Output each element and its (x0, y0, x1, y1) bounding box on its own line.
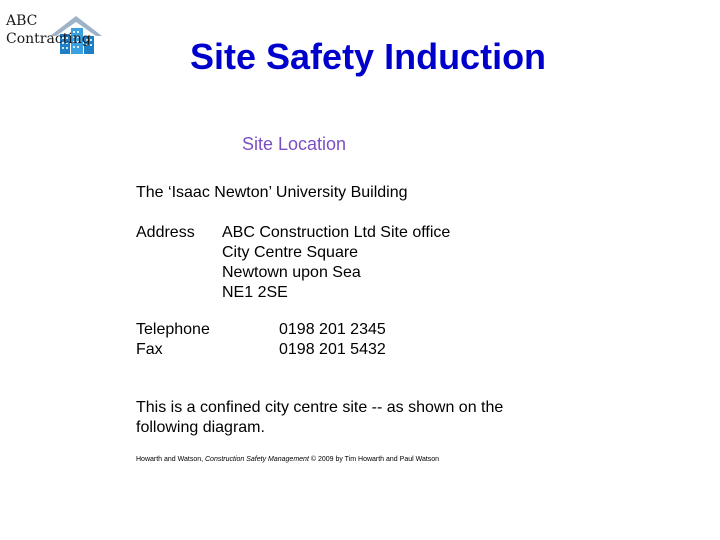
credit-prefix: Howarth and Watson, (136, 456, 205, 463)
address-line: City Centre Square (222, 244, 359, 261)
logo-line-1: ABC (6, 13, 38, 29)
address-line: NE1 2SE (222, 284, 288, 301)
logo-line-2: Contracting (6, 31, 91, 47)
credit-suffix: © 2009 by Tim Howarth and Paul Watson (308, 456, 440, 463)
address-line: Newtown upon Sea (222, 264, 361, 281)
fax-value: 0198 201 5432 (279, 341, 386, 358)
page-title: Site Safety Induction (190, 36, 547, 77)
section-subtitle: Site Location (242, 134, 347, 154)
note-line: This is a confined city centre site -- as shown on the (136, 399, 504, 416)
address-line: ABC Construction Ltd Site office (222, 224, 451, 241)
address-label: Address (136, 224, 195, 241)
telephone-value: 0198 201 2345 (279, 321, 386, 338)
company-logo (6, 12, 106, 66)
building-name: The ‘Isaac Newton’ University Building (136, 184, 408, 201)
address-block (222, 223, 450, 303)
site-note (136, 398, 503, 438)
logo-text (6, 12, 91, 48)
fax-label: Fax (136, 341, 163, 358)
note-line: following diagram. (136, 419, 265, 436)
credit-book-title: Construction Safety Management (205, 456, 309, 463)
copyright-credit (136, 455, 439, 464)
telephone-label: Telephone (136, 321, 210, 338)
